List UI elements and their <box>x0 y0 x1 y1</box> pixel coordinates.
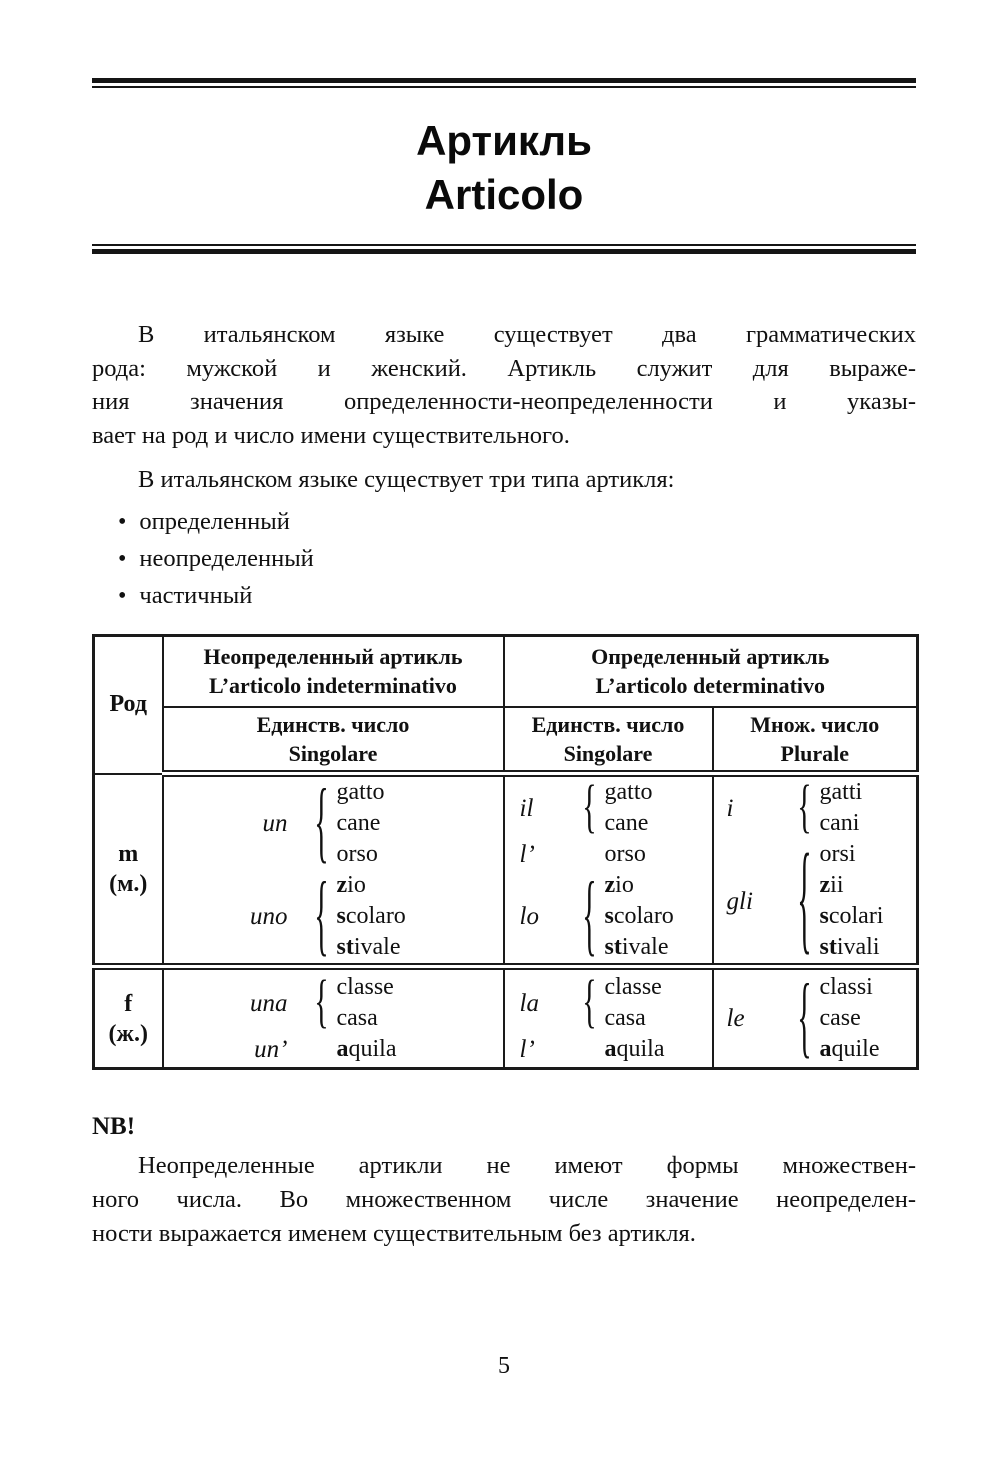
cell-det-singular-m <box>504 774 713 967</box>
example-words <box>600 870 674 963</box>
header-ru: Определенный артикль <box>591 644 830 670</box>
brace-icon <box>312 771 332 872</box>
indefinite-article-header <box>163 636 504 707</box>
article-label: la <box>519 989 539 1017</box>
subheader-it: Singolare <box>563 740 653 766</box>
cell-indet-singular-m <box>163 771 504 967</box>
note-paragraph <box>92 1149 916 1251</box>
text-line: ного числа. Во множественном числе значение неопределен- <box>92 1186 916 1213</box>
list-item <box>118 503 916 540</box>
text-line: Неопределенные артикли не имеют формы множествен- <box>138 1152 916 1179</box>
brace-icon <box>795 966 815 1067</box>
emphasized-initial: s <box>336 903 346 929</box>
example-word: scolaro <box>336 903 406 929</box>
subheader-it: Singolare <box>288 740 378 766</box>
article-group <box>714 966 917 1067</box>
cell-det-plural-m <box>713 774 918 967</box>
double-rule-bottom <box>92 244 916 254</box>
left-curly-brace-glyph: { <box>582 969 597 1035</box>
example-word: stivali <box>819 934 880 960</box>
example-word: casa <box>336 1005 378 1031</box>
brace-icon <box>580 969 600 1035</box>
article-label: gli <box>726 887 753 915</box>
list-item-label: неопределенный <box>139 545 314 572</box>
left-curly-brace-glyph: { <box>582 864 597 965</box>
example-words <box>815 777 863 839</box>
emphasized-initial: z <box>336 872 348 898</box>
example-word: cane <box>336 810 381 836</box>
example-words <box>332 1034 397 1065</box>
article-group <box>164 1034 503 1065</box>
subheader-it: Plurale <box>780 740 849 766</box>
chapter-title-ru: Артикль <box>416 117 592 164</box>
example-word: stivale <box>336 934 401 960</box>
list-item-label: частичный <box>139 582 253 609</box>
left-curly-brace-glyph: { <box>797 831 812 967</box>
example-words <box>332 777 385 870</box>
emphasized-initial: s <box>819 903 829 929</box>
rule-thin-line <box>92 86 916 88</box>
article-group <box>505 1034 712 1065</box>
example-words <box>332 870 406 963</box>
note-section <box>92 1110 916 1251</box>
example-word: aquila <box>604 1036 665 1062</box>
header-it: L’articolo indeterminativo <box>209 673 457 699</box>
subheader-singular-det <box>504 707 713 774</box>
example-word: zii <box>819 872 844 898</box>
article-label: l’ <box>519 1036 535 1063</box>
text-line: ния значения определенности-неопределенности и указы- <box>92 388 916 415</box>
example-words <box>600 1034 665 1065</box>
page-footer <box>92 1353 916 1380</box>
article-group <box>505 864 712 965</box>
table-header-row-1 <box>94 636 918 707</box>
cell-det-singular-f <box>504 967 713 1069</box>
brace-icon <box>580 864 600 965</box>
brace-icon <box>312 969 332 1035</box>
example-words <box>332 972 394 1034</box>
text-line: В итальянском языке существует два грамматических <box>138 321 916 348</box>
gender-column-header: Род <box>94 636 163 774</box>
example-word: gatti <box>819 779 863 805</box>
articles-table <box>92 634 919 1070</box>
emphasized-initial: a <box>336 1036 349 1062</box>
article-type-list <box>92 503 916 614</box>
emphasized-initial: z <box>604 872 616 898</box>
example-word: classe <box>604 974 662 1000</box>
double-rule-top <box>92 78 916 88</box>
text-line: ности выражается именем существительным без артикля. <box>92 1220 696 1247</box>
example-word: orso <box>336 841 378 867</box>
article-group <box>164 969 503 1035</box>
subheader-plural-det <box>713 707 918 774</box>
example-words <box>815 972 880 1065</box>
table-row-feminine <box>94 967 918 1069</box>
emphasized-initial: st <box>604 934 622 960</box>
left-curly-brace-glyph: { <box>314 771 329 872</box>
article-group <box>505 969 712 1035</box>
example-word: scolari <box>819 903 884 929</box>
article-label: un’ <box>254 1036 288 1063</box>
article-group <box>164 864 503 965</box>
bullet-icon: • <box>118 545 127 572</box>
article-label: un <box>262 810 288 837</box>
nb-label: NB! <box>92 1113 136 1140</box>
article-label: il <box>519 794 534 822</box>
intro-section <box>92 318 916 614</box>
list-item <box>118 577 916 614</box>
brace-icon <box>312 864 332 965</box>
gender-text: f <box>124 990 133 1017</box>
brace-icon <box>795 831 815 967</box>
left-curly-brace-glyph: { <box>582 774 597 840</box>
cell-indet-singular-f <box>163 967 504 1069</box>
article-label: i <box>726 794 734 822</box>
intro-paragraph-1 <box>92 318 916 452</box>
rule-thick-line <box>92 249 916 254</box>
example-word: case <box>819 1005 861 1031</box>
example-words <box>600 839 646 870</box>
example-word: orso <box>604 841 646 867</box>
article-label: uno <box>250 903 288 930</box>
example-words <box>600 777 653 839</box>
example-word: cane <box>604 810 649 836</box>
example-word: gatto <box>336 779 385 805</box>
emphasized-initial: z <box>819 872 831 898</box>
example-word: aquile <box>819 1036 880 1062</box>
gender-text: (м.) <box>109 870 148 897</box>
gender-text: (ж.) <box>108 1020 148 1047</box>
emphasized-initial: s <box>604 903 614 929</box>
article-group <box>505 839 712 870</box>
left-curly-brace-glyph: { <box>314 864 329 965</box>
page-number: 5 <box>498 1353 510 1379</box>
example-word: classi <box>819 974 873 1000</box>
text-line: вает на род и число имени существительного. <box>92 421 570 449</box>
gender-label-f <box>94 967 163 1069</box>
chapter-title-it: Articolo <box>424 171 584 218</box>
example-word: aquila <box>336 1036 397 1062</box>
gender-label-m <box>94 774 163 967</box>
bullet-icon: • <box>118 582 127 609</box>
cell-det-plural-f <box>713 967 918 1069</box>
left-curly-brace-glyph: { <box>797 774 812 840</box>
brace-icon <box>795 774 815 840</box>
example-words <box>600 972 662 1034</box>
left-curly-brace-glyph: { <box>797 966 812 1067</box>
chapter-heading <box>92 114 916 222</box>
list-item <box>118 540 916 577</box>
example-word: zio <box>604 872 634 898</box>
example-word: stivale <box>604 934 669 960</box>
subheader-singular-indet <box>163 707 504 774</box>
example-word: gatto <box>604 779 653 805</box>
subheader-ru: Множ. число <box>750 711 880 737</box>
article-label: l’ <box>519 841 535 868</box>
example-word: casa <box>604 1005 646 1031</box>
text-line: рода: мужской и женский. Артикль служит для выраже- <box>92 354 916 382</box>
bullet-icon: • <box>118 508 127 535</box>
brace-icon <box>580 774 600 840</box>
intro-paragraph-2: В итальянском языке существует три типа артикля: <box>138 466 675 493</box>
example-word: orsi <box>819 841 856 867</box>
gender-text: m <box>118 840 139 867</box>
header-ru: Неопределенный артикль <box>203 644 463 670</box>
article-group <box>505 774 712 840</box>
example-word: scolaro <box>604 903 674 929</box>
table-header-row-2 <box>94 707 918 774</box>
emphasized-initial: a <box>819 1036 832 1062</box>
subheader-ru: Единств. число <box>256 711 410 737</box>
left-curly-brace-glyph: { <box>314 969 329 1035</box>
emphasized-initial: a <box>604 1036 617 1062</box>
emphasized-initial: st <box>336 934 354 960</box>
article-group <box>714 831 917 967</box>
table-row-masculine <box>94 774 918 967</box>
subheader-ru: Единств. число <box>531 711 685 737</box>
list-item-label: определенный <box>139 508 290 535</box>
example-word: cani <box>819 810 860 836</box>
example-word: classe <box>336 974 394 1000</box>
article-group <box>714 774 917 840</box>
article-label: una <box>250 989 288 1017</box>
emphasized-initial: st <box>819 934 837 960</box>
header-it: L’articolo determinativo <box>595 673 826 699</box>
article-group <box>164 771 503 872</box>
example-word: zio <box>336 872 366 898</box>
definite-article-header <box>504 636 918 707</box>
article-label: lo <box>519 903 539 930</box>
article-label: le <box>726 1005 745 1032</box>
example-words <box>815 839 884 963</box>
